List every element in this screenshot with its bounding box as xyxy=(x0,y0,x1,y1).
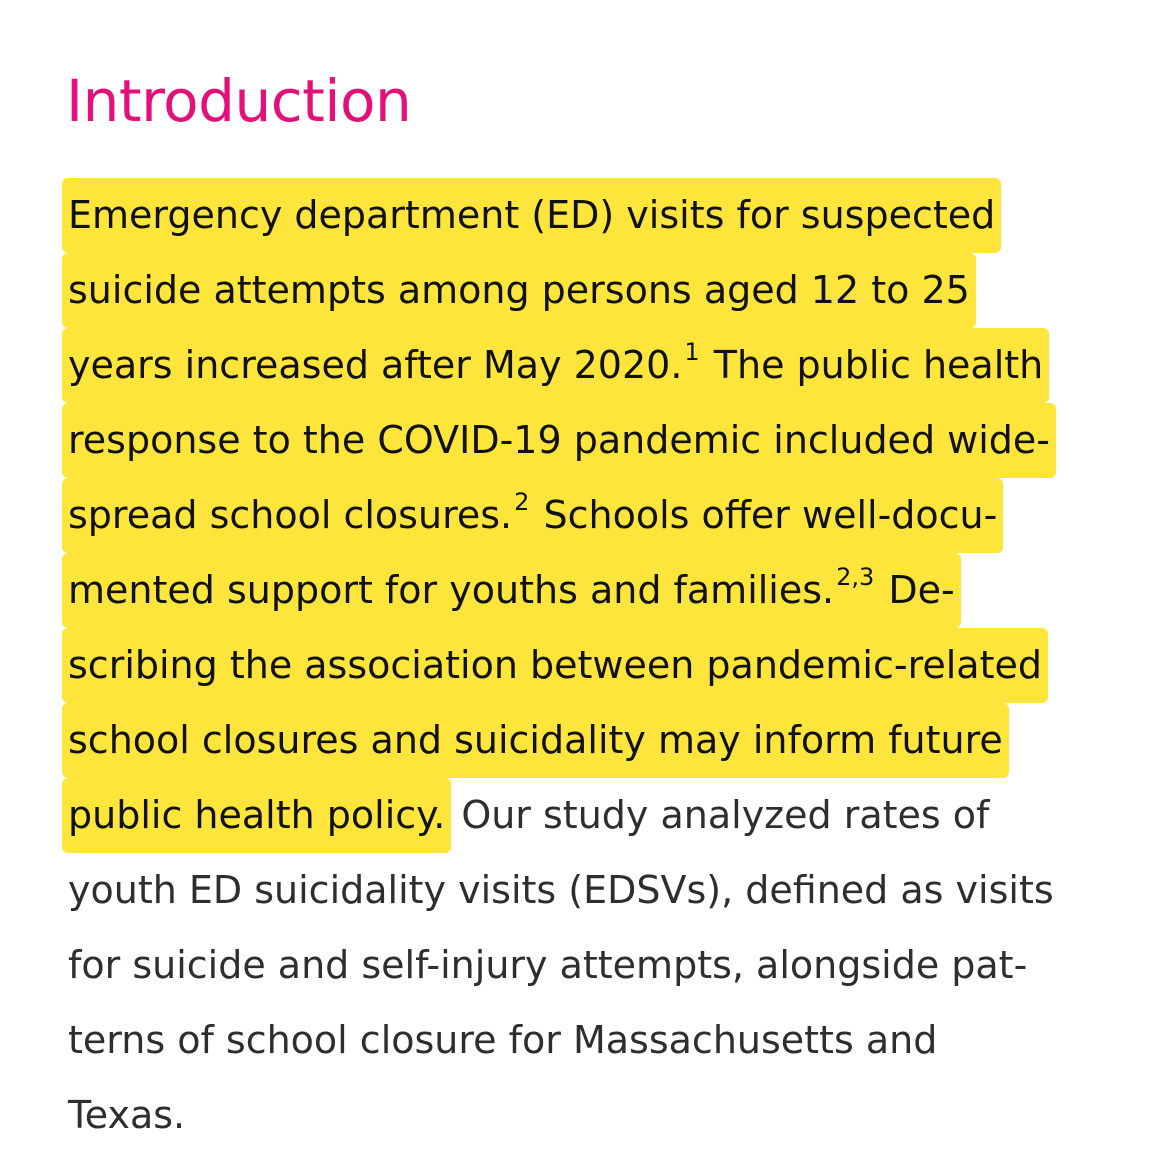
highlighted-text: public health policy. xyxy=(62,778,451,853)
paragraph-line xyxy=(62,478,1003,553)
highlighted-text: suicide attempts among persons aged 12 to 25 xyxy=(62,253,976,328)
paragraph-line xyxy=(62,1078,191,1153)
text-segment: De- xyxy=(876,568,955,612)
paragraph-line xyxy=(62,703,1009,778)
text-segment: Our study analyzed rates of xyxy=(461,793,990,837)
text-segment: mented support for youths and families. xyxy=(68,568,835,612)
highlighted-text: mented support for youths and families. $^{2,3}$ De- xyxy=(62,553,961,628)
highlighted-text: spread school closures. $^2$ Schools offer well-docu- xyxy=(62,478,1003,553)
text-segment: years increased after May 2020. xyxy=(68,343,683,387)
highlighted-text: scribing the association between pandemic-related xyxy=(62,628,1048,703)
paragraph-line xyxy=(62,1003,943,1078)
text-segment: youth ED suicidality visits (EDSVs), defined as visits xyxy=(68,868,1054,912)
text-segment: terns of school closure for Massachusetts and xyxy=(68,1018,938,1062)
text-segment: Texas. xyxy=(68,1093,186,1137)
paragraph-line xyxy=(62,403,1056,478)
paragraph-line xyxy=(62,328,1049,403)
paragraph-line xyxy=(62,553,961,628)
highlighted-text: years increased after May 2020. $^1$ The public health xyxy=(62,328,1049,403)
text-segment: spread school closures. xyxy=(68,493,513,537)
text-segment: for suicide and self-injury attempts, alongside pat- xyxy=(68,943,1028,987)
paragraph-line xyxy=(62,628,1048,703)
text-segment: The public health xyxy=(701,343,1044,387)
section-heading: Introduction xyxy=(66,67,412,135)
paragraph-line xyxy=(62,928,1033,1003)
paragraph-line xyxy=(62,778,989,853)
paragraph-line xyxy=(62,853,1060,928)
highlighted-text: school closures and suicidality may inform future xyxy=(62,703,1009,778)
paragraph-line xyxy=(62,178,1001,253)
highlighted-text: response to the COVID-19 pandemic included wide- xyxy=(62,403,1056,478)
text-segment: Schools offer well-docu- xyxy=(531,493,998,537)
highlighted-text: Emergency department (ED) visits for suspected xyxy=(62,178,1001,253)
paragraph-line xyxy=(62,253,976,328)
